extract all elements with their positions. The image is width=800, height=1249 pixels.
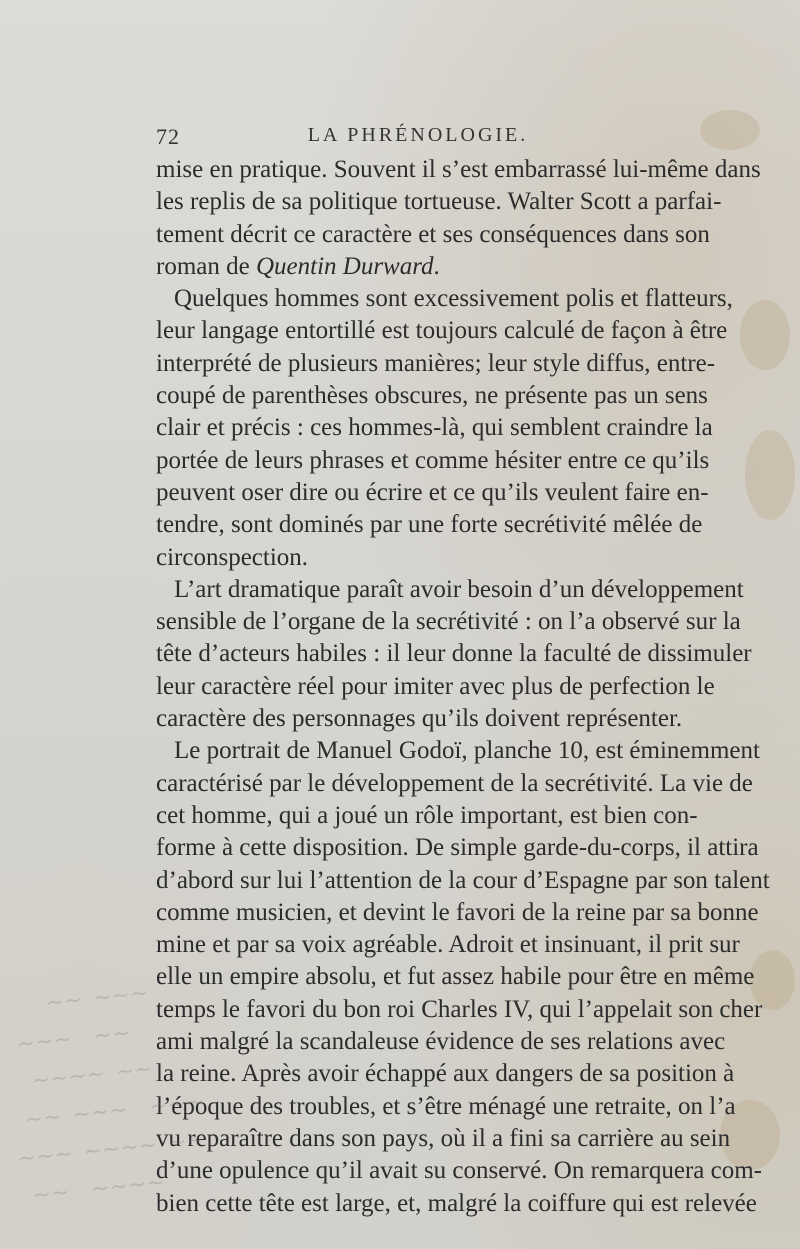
- text-line: leur langage entortillé est toujours calculé de façon à être: [156, 317, 728, 345]
- text-line: d’une opulence qu’il avait su conservé. On remarquera com-: [156, 1157, 763, 1185]
- text-line: forme à cette disposition. De simple garde-du-corps, il attira: [156, 834, 759, 862]
- text-line: cet homme, qui a joué un rôle important, est bien con-: [156, 801, 698, 829]
- paper-stain: [700, 110, 760, 150]
- text-line: la reine. Après avoir échappé aux dangers de sa position à: [156, 1060, 735, 1088]
- text-line: interprété de plusieurs manières; leur style diffus, entre-: [156, 349, 716, 377]
- text-line: l’époque des troubles, et s’être ménagé une retraite, on l’a: [156, 1092, 736, 1120]
- text-line: tendre, sont dominés par une forte secrétivité mêlée de: [156, 511, 703, 539]
- text-line: peuvent oser dire ou écrire et ce qu’ils veulent faire en-: [156, 478, 709, 506]
- text-line: mine et par sa voix agréable. Adroit et insinuant, il prit sur: [156, 931, 740, 959]
- text-line: comme musicien, et devint le favori de la reine par sa bonne: [156, 898, 759, 926]
- text-line: clair et précis : ces hommes-là, qui semblent craindre la: [156, 414, 713, 442]
- text-line: bien cette tête est large, et, malgré la coiffure qui est relevée: [156, 1189, 757, 1217]
- running-head: LA PHRÉNOLOGIE.: [307, 124, 529, 146]
- text-line: ami malgré la scandaleuse évidence de ses relations avec: [156, 1028, 726, 1056]
- text-line: coupé de parenthèses obscures, ne présente pas un sens: [156, 382, 708, 410]
- text-line: L’art dramatique paraît avoir besoin d’un développement: [174, 575, 744, 603]
- text-line: Le portrait de Manuel Godoï, planche 10, est éminemment: [174, 737, 760, 765]
- page-number: 72: [156, 124, 180, 149]
- text-line: Quelques hommes sont excessivement polis et flatteurs,: [174, 285, 733, 313]
- text-line: leur caractère réel pour imiter avec plus de perfection le: [156, 672, 715, 700]
- text-line: tement décrit ce caractère et ses conséquences dans son: [156, 220, 710, 248]
- text-line: vu reparaître dans son pays, où il a fini sa carrière au sein: [156, 1124, 731, 1152]
- paper-stain: [740, 300, 790, 370]
- text-line: elle un empire absolu, et fut assez habile pour être en même: [156, 963, 755, 991]
- text-line: caractère des personnages qu’ils doivent représenter.: [156, 705, 683, 733]
- text-line: mise en pratique. Souvent il s’est embarrassé lui-même dans: [156, 156, 761, 183]
- text-line: circonspection.: [156, 543, 309, 571]
- text-line: les replis de sa politique tortueuse. Walter Scott a parfai-: [156, 188, 722, 216]
- text-line: d’abord sur lui l’attention de la cour d’Espagne par son talent: [156, 866, 770, 894]
- text-line: temps le favori du bon roi Charles IV, qui l’appelait son cher: [156, 995, 763, 1023]
- faded-handwriting: ∼∼ ∼∼∼ ∼∼∼ ∼∼ ∼∼∼∼ ∼∼ ∼∼ ∼∼∼ ∼∼∼ ∼∼∼ ∼∼∼∼ ∼∼ ∼∼ ∼∼∼∼: [0, 980, 207, 1210]
- text-line: roman de Quentin Durward.: [156, 252, 440, 280]
- text-line: tête d’acteurs habiles : il leur donne la faculté de dissimuler: [156, 640, 752, 668]
- text-line: portée de leurs phrases et comme hésiter entre ce qu’ils: [156, 446, 710, 474]
- page-header: [148, 124, 688, 154]
- text-line: sensible de l’organe de la secrétivité : on l’a observé sur la: [156, 608, 741, 636]
- text-line: caractérisé par le développement de la secrétivité. La vie de: [156, 769, 753, 797]
- paper-stain: [745, 430, 795, 520]
